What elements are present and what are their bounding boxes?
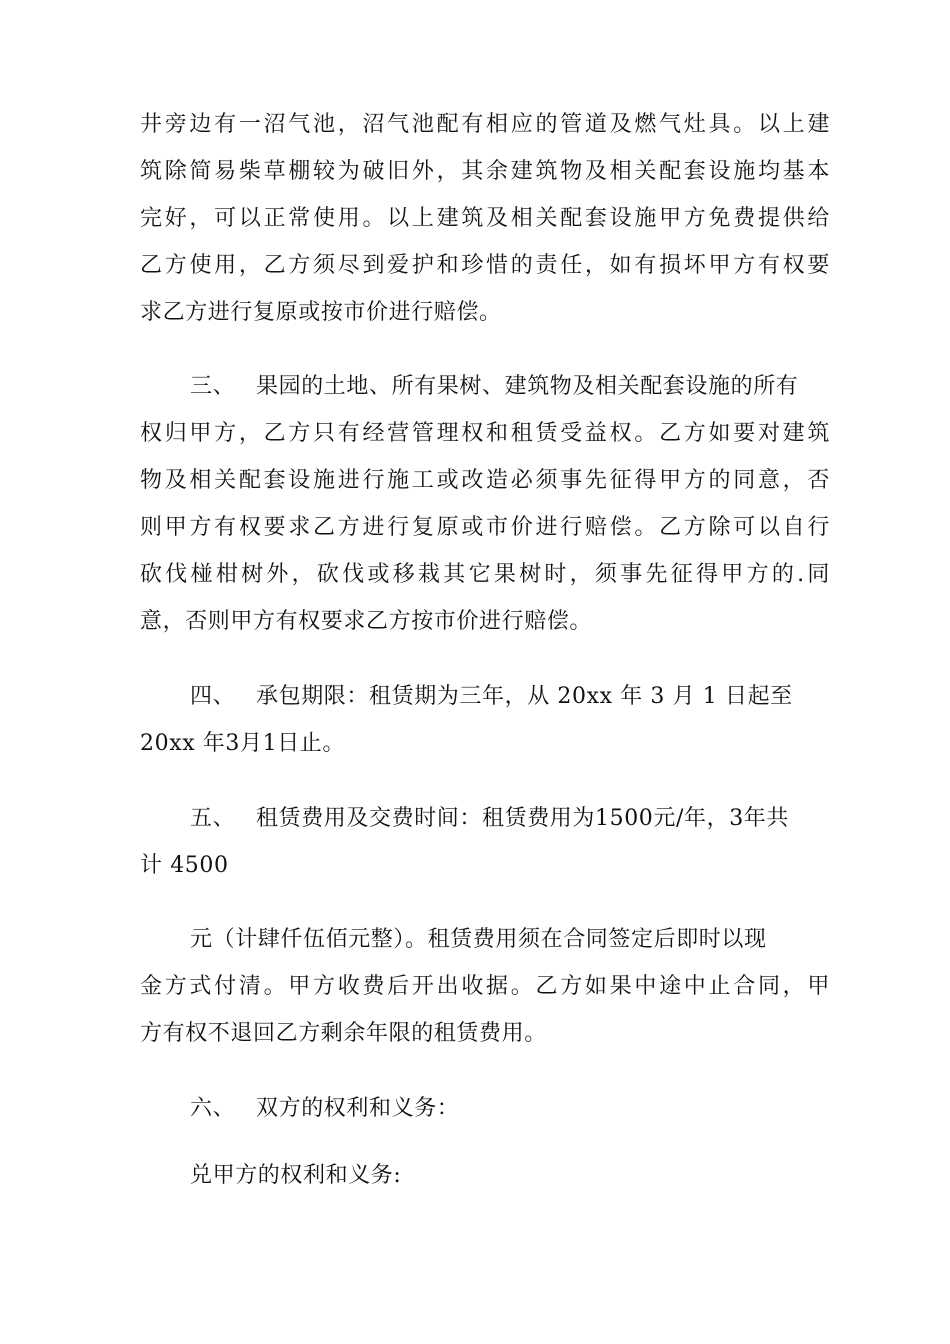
- section-4-second-line: 20xx 年3月1日止。: [140, 731, 345, 756]
- section-5-first-line: 租赁费用及交费时间：租赁费用为1500元/年，3年共: [256, 806, 789, 831]
- section-3-line: 砍伐椪柑树外，砍伐或移栽其它果树时，须事先征得甲方的.同: [140, 562, 830, 587]
- section-6-heading-line: [190, 1094, 830, 1124]
- section-3-first-line: 果园的土地、所有果树、建筑物及相关配套设施的所有: [256, 374, 799, 399]
- subsection-1-title: 兑甲方的权利和义务:: [190, 1163, 402, 1188]
- section-3-line: 意，否则甲方有权要求乙方按市价进行赔偿。: [140, 609, 593, 634]
- section-4-label: 四、: [190, 684, 236, 709]
- section-5-continuation-first: 元（计肆仟伍佰元整）。租赁费用须在合同签定后即时以现: [190, 927, 767, 952]
- section-6-title: 双方的权利和义务：: [256, 1096, 460, 1121]
- section-5-heading-line: [190, 804, 830, 834]
- section-5-continuation-line: 金方式付清。甲方收费后开出收据。乙方如果中途中止合同，甲: [140, 974, 830, 999]
- paragraph-line: 乙方使用，乙方须尽到爱护和珍惜的责任，如有损坏甲方有权要: [140, 253, 830, 278]
- section-3-line: 则甲方有权要求乙方进行复原或市价进行赔偿。乙方除可以自行: [140, 515, 830, 540]
- section-4-first-line: 承包期限：租赁期为三年，从 20xx 年 3 月 1 日起至: [256, 684, 793, 709]
- section-6-label: 六、: [190, 1096, 236, 1121]
- section-3-label: 三、: [190, 374, 236, 399]
- section-3-heading-line: [190, 372, 830, 402]
- paragraph-line: 筑除简易柴草棚较为破旧外，其余建筑物及相关配套设施均基本: [140, 159, 830, 184]
- section-5-second-line: 计 4500: [140, 853, 229, 878]
- section-5-label: 五、: [190, 806, 236, 831]
- paragraph-line: 井旁边有一沼气池，沼气池配有相应的管道及燃气灶具。以上建: [140, 112, 830, 137]
- paragraph-line: 完好，可以正常使用。以上建筑及相关配套设施甲方免费提供给: [140, 206, 830, 231]
- paragraph-line: 求乙方进行复原或按市价进行赔偿。: [140, 300, 502, 325]
- section-3-line: 物及相关配套设施进行施工或改造必须事先征得甲方的同意，否: [140, 468, 830, 493]
- section-5-continuation-line: 方有权不退回乙方剩余年限的租赁费用。: [140, 1021, 547, 1046]
- section-3-line: 权归甲方，乙方只有经营管理权和租赁受益权。乙方如要对建筑: [140, 421, 830, 446]
- section-4-heading-line: [190, 682, 830, 712]
